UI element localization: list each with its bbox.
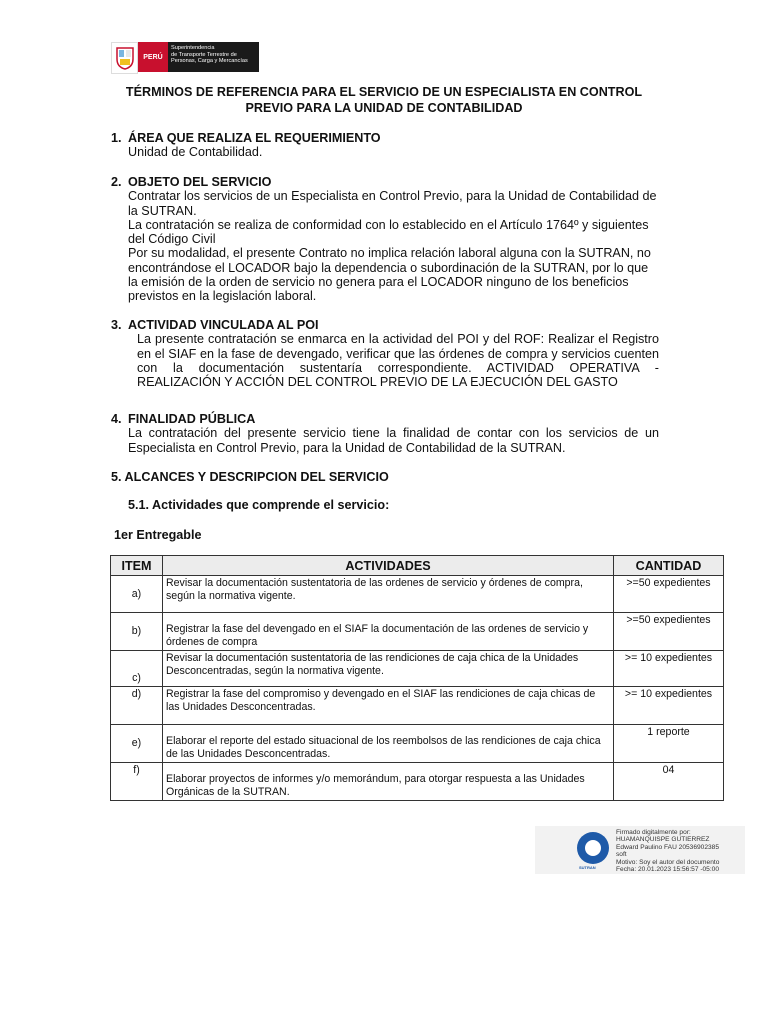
section-2-number: 2. (111, 175, 122, 189)
signature-line: Firmado digitalmente por: (616, 829, 691, 836)
row-activity: Elaborar el reporte del estado situacional de los reembolsos de las rendiciones de caja chica de las Unidades Desconcentradas. (163, 725, 614, 763)
section-4-title: FINALIDAD PÚBLICA (128, 412, 256, 426)
row-quantity: >= 10 expedientes (614, 687, 724, 725)
institution-logo (111, 42, 259, 72)
section-4-heading (111, 412, 659, 426)
row-item: d) (111, 687, 163, 725)
row-activity: Registrar la fase del compromiso y devengado en el SIAF las rendiciones de caja chicas de las Unidades Desconcentradas. (163, 687, 614, 725)
row-activity: Registrar la fase del devengado en el SIAF la documentación de las ordenes de servicio y órdenes de compra (163, 613, 614, 651)
row-item: b) (111, 613, 163, 651)
row-quantity: 04 (614, 763, 724, 801)
section-1-heading (111, 131, 659, 145)
table-row (111, 687, 724, 725)
section-4 (111, 412, 659, 455)
header-item: ITEM (111, 556, 163, 576)
table-row (111, 651, 724, 687)
peru-shield-icon (111, 42, 138, 74)
table-row (111, 576, 724, 613)
digital-signature-text (616, 829, 719, 873)
section-5-1-heading: 5.1. Actividades que comprende el servicio: (128, 498, 390, 512)
row-quantity: >= 10 expedientes (614, 651, 724, 687)
table-row (111, 613, 724, 651)
header-quantity: CANTIDAD (614, 556, 724, 576)
section-3-heading (111, 318, 659, 332)
table-row (111, 725, 724, 763)
row-item: f) (111, 763, 163, 801)
header-activities: ACTIVIDADES (163, 556, 614, 576)
section-4-body: La contratación del presente servicio tiene la finalidad de contar con los servicios de un Especialista en Control Previo, para la Unidad de Contabilidad de la SUTRAN. (128, 426, 659, 455)
deliverable-label: 1er Entregable (114, 528, 202, 542)
row-item: c) (111, 651, 163, 687)
signature-line: Motivo: Soy el autor del documento (616, 858, 720, 866)
signature-line: Fecha: 20.01.2023 15:56:57 -05:00 (616, 866, 720, 874)
section-2-title: OBJETO DEL SERVICIO (128, 175, 272, 189)
sutran-logo-text: SUTRAN (579, 865, 596, 870)
section-1-body: Unidad de Contabilidad. (128, 145, 263, 160)
section-5-heading: 5. ALCANCES Y DESCRIPCION DEL SERVICIO (111, 470, 389, 484)
section-1-number: 1. (111, 131, 122, 145)
section-3 (111, 318, 659, 389)
section-2-paragraph-1: Contratar los servicios de un Especialista en Control Previo, para la Unidad de Contabilidad de la SUTRAN. (128, 189, 657, 218)
row-quantity: >=50 expedientes (614, 576, 724, 613)
row-activity: Elaborar proyectos de informes y/o memorándum, para otorgar respuesta a las Unidades Orgánicas de la SUTRAN. (163, 763, 614, 801)
section-2-paragraph-2: La contratación se realiza de conformidad con lo establecido en el Artículo 1764º y siguientes del Código Civil (128, 217, 649, 247)
signature-line: HUAMANQUISPE GUTIERREZ (616, 836, 710, 844)
table-row (111, 763, 724, 801)
section-3-number: 3. (111, 318, 122, 332)
section-2-paragraph-3: Por su modalidad, el presente Contrato no implica relación laboral alguna con la SUTRAN, no encontrándose el LOCADOR bajo la dependencia o subordinación de la SUTRAN, por lo que la emisión de la orden de servicio no genera para el LOCADOR ninguno de los beneficios previstos en la legislación laboral. (128, 246, 651, 304)
row-quantity: 1 reporte (614, 725, 724, 763)
row-item: e) (111, 725, 163, 763)
table-header-row (111, 556, 724, 576)
sutran-logo-icon (577, 832, 609, 864)
row-quantity: >=50 expedientes (614, 613, 724, 651)
section-4-number: 4. (111, 412, 122, 426)
section-3-body: La presente contratación se enmarca en la actividad del POI y del ROF: Realizar el Registro en el SIAF en la fase de devengado, verificar que las órdenes de compra y servicios cuenten con la documentación sustentaría correspondiente. ACTIVIDAD OPERATIVA - REALIZACIÓN Y ACCIÓN DEL CONTROL PREVIO DE LA EJECUCIÓN DEL GASTO (137, 332, 659, 390)
section-2 (111, 175, 659, 304)
peru-label: PERÚ (138, 42, 168, 72)
agency-name: Superintendencia de Transporte Terrestre de Personas, Carga y Mercancías (168, 42, 259, 72)
section-1 (111, 131, 659, 160)
row-activity: Revisar la documentación sustentatoria de las rendiciones de caja chica de la Unidades Desconcentradas, según la normativa vigente. (163, 651, 614, 687)
section-2-heading (111, 175, 659, 189)
signature-line: Edward Paulino FAU 20536902385 (616, 843, 720, 851)
section-1-title: ÁREA QUE REALIZA EL REQUERIMIENTO (128, 131, 381, 145)
row-item: a) (111, 576, 163, 613)
signature-line: soft (616, 851, 627, 859)
title-line-2: PREVIO PARA LA UNIDAD DE CONTABILIDAD (245, 101, 523, 115)
section-3-title: ACTIVIDAD VINCULADA AL POI (128, 318, 319, 332)
activities-table (110, 555, 724, 801)
row-activity: Revisar la documentación sustentatoria de las ordenes de servicio y órdenes de compra, según la normativa vigente. (163, 576, 614, 613)
document-title (100, 84, 668, 116)
title-line-1: TÉRMINOS DE REFERENCIA PARA EL SERVICIO DE UN ESPECIALISTA EN CONTROL (125, 85, 643, 99)
